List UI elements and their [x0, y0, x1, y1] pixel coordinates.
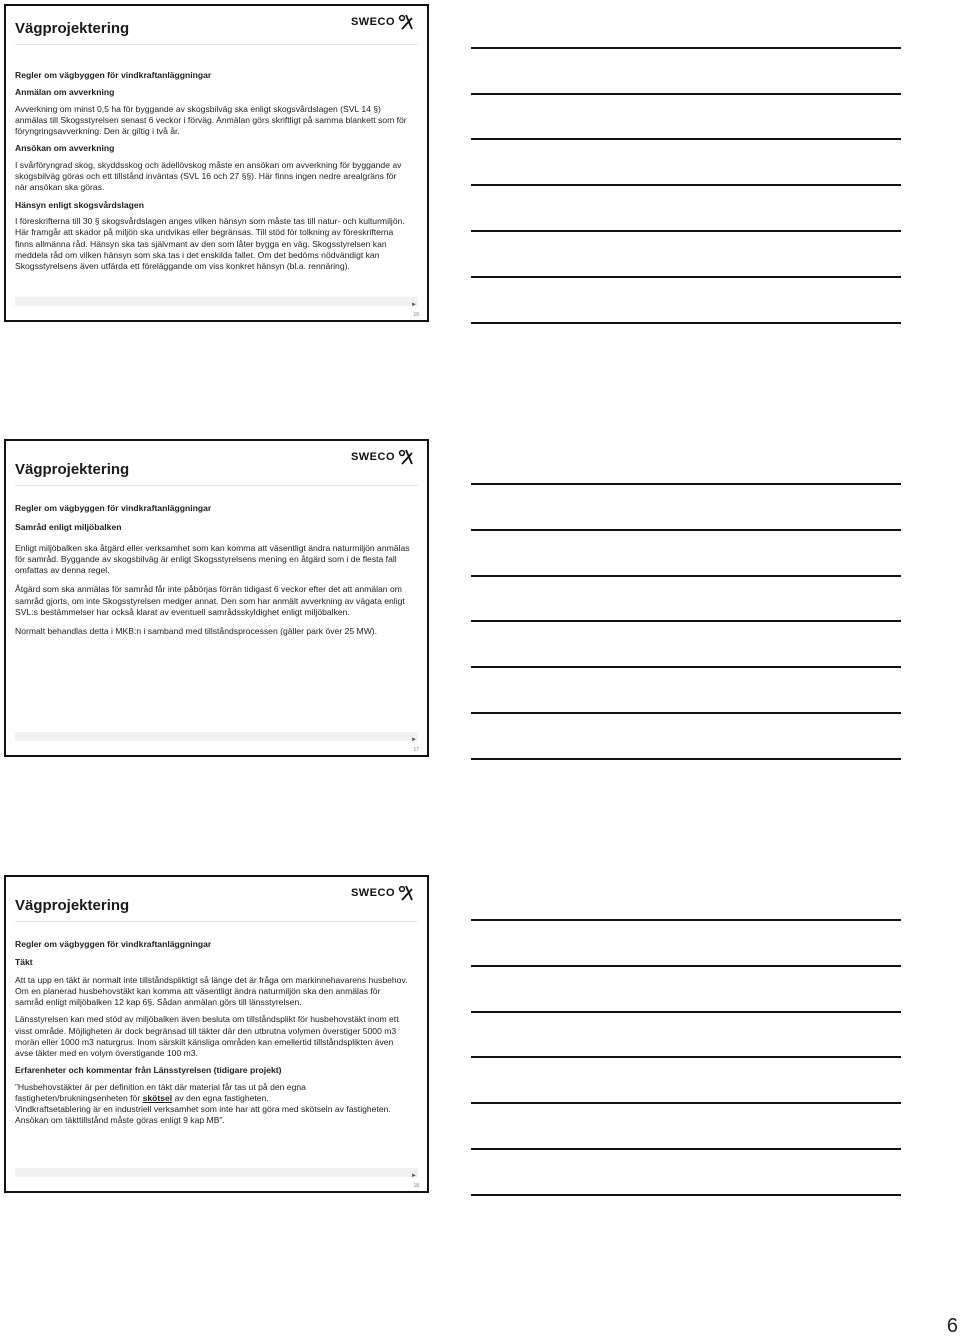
note-line: [471, 1056, 901, 1058]
logo-text: SWECO: [350, 887, 395, 899]
footer-arrow-icon: ►: [411, 1173, 417, 1179]
paragraph: Normalt behandlas detta i MKB:n i samband med tillståndsprocessen (gäller park över 25 MW).: [15, 626, 378, 637]
slide-3: [4, 875, 429, 1193]
note-line: [471, 230, 901, 232]
note-line: [471, 965, 901, 967]
logo-text: SWECO: [350, 451, 395, 463]
sweco-mark-icon: [397, 14, 413, 30]
title-divider: [15, 921, 418, 922]
quote-paragraph: [15, 1082, 411, 1104]
footer-arrow-icon: ►: [411, 302, 417, 308]
sweco-logo: [351, 14, 413, 30]
title-divider: [15, 485, 418, 486]
slide-body: [15, 939, 411, 1132]
paragraph: Avverkning om minst 0,5 ha för byggande av skogsbilväg ska enligt skogsvårdslagen (SVL 14 §) anmälas till Skogsstyrelsen senast 6 veckor i förväg. Anmälan görs skriftligt på samma blankett som för föryngringsavverkning. Den är giltig i två år.: [15, 103, 407, 137]
slide-page-number: 17: [413, 747, 419, 753]
footer-bar: [15, 732, 418, 741]
paragraph: Enligt miljöbalken ska åtgärd eller verksamhet som kan komma att väsentligt ändra naturmiljön anmälas för samråd. Byggande av skogsbilväg är enligt Skogsstyrelsens mening en åtgärd som i de flesta fall omfattas av denna regel.: [15, 542, 410, 576]
sweco-mark-icon: [397, 449, 413, 465]
slide-body: [15, 70, 411, 278]
section-heading: Ansökan om avverkning: [15, 143, 115, 154]
quote-text: av den egna fastigheten.: [172, 1093, 269, 1104]
section-heading: Samråd enligt miljöbalken: [15, 522, 122, 533]
footer-bar: [15, 1168, 418, 1177]
sweco-logo: [351, 449, 413, 465]
note-line: [471, 483, 901, 485]
section-heading: Täkt: [15, 957, 33, 968]
paragraph: Vindkraftsetablering är en industriell verksamhet som inte har att göra med skötseln av fastigheten. Ansökan om täkttillstånd måste göras enligt 9 kap MB”.: [15, 1104, 391, 1126]
quote-text: ”Husbehovstäkter är per definition en täkt där material får tas ut på den egna fastigheten/brukningsenheten för: [15, 1081, 306, 1104]
note-line: [471, 1011, 901, 1013]
slide-title: Vägprojektering: [15, 897, 130, 914]
logo-text: SWECO: [350, 16, 395, 28]
note-line: [471, 620, 901, 622]
slide-title: Vägprojektering: [15, 20, 130, 37]
footer-bar: [15, 297, 418, 306]
note-line: [471, 758, 901, 760]
section-heading: Anmälan om avverkning: [15, 87, 115, 98]
paragraph: Åtgärd som ska anmälas för samråd får inte påbörjas förrän tidigast 6 veckor efter det att anmälan om samråd gjorts, om inte Skogsstyrelsen medger annat. Den som har anmält avverkning av vägata enligt SVL:s bestämmelser har också klarat av eventuell samrådsskyldighet enligt miljöbalken.: [15, 584, 405, 618]
note-line: [471, 47, 901, 49]
slide-body: [15, 503, 411, 644]
note-line: [471, 575, 901, 577]
paragraph: I föreskrifterna till 30 § skogsvårdslagen anges vilken hänsyn som måste tas till natur- och kulturmiljön. Här framgår att skador på miljön ska undvikas eller begränsas. Till stöd för tolkning av föreskrifterna finns allmänna råd. Hänsyn ska tas självmant av den som låter bygga en väg. Skogsstyrelsen kan meddela råd om vilken hänsyn som ska tas i det enskilda fallet. Om det bedöms nödvändigt kan Skogsstyrelsens även utfärda ett föreläggande om viss konkret hänsyn (bl.a. rennäring).: [15, 215, 405, 272]
slide-page-number: 16: [413, 312, 419, 318]
note-line: [471, 322, 901, 324]
footer-arrow-icon: ►: [411, 737, 417, 743]
note-line: [471, 666, 901, 668]
slide-subtitle: Regler om vägbyggen för vindkraftanläggningar: [15, 939, 212, 949]
slide-subtitle: Regler om vägbyggen för vindkraftanläggningar: [15, 70, 212, 80]
paragraph: Länsstyrelsen kan med stöd av miljöbalken även besluta om tillståndsplikt för husbehovstäkt inom ett visst område. Möjligheten är dock begränsad till täkter där den utbrutna volymen överstiger 5000 m3 morän eller 1000 m3 naturgrus. Inom särskilt känsliga områden kan emellertid tillståndsplikten även avse täkter med en volym överstigande 100 m3.: [15, 1014, 399, 1058]
note-line: [471, 93, 901, 95]
note-line: [471, 529, 901, 531]
sweco-logo: [351, 885, 413, 901]
slide-page-number: 18: [413, 1183, 419, 1189]
note-line: [471, 138, 901, 140]
slide-title: Vägprojektering: [15, 461, 130, 478]
slide-2: [4, 439, 429, 757]
document-page-number: 6: [946, 1315, 958, 1337]
note-line: [471, 919, 901, 921]
note-line: [471, 276, 901, 278]
paragraph: Att ta upp en täkt är normalt inte tillståndspliktigt så länge det är fråga om markinnehavarens husbehov. Om en planerad husbehovstäkt kan komma att väsentligt ändra naturmiljön ska den anmälas för samråd enligt miljöbalken 12 kap 6§. Sådan anmälan görs till länsstyrelsen.: [15, 975, 408, 1008]
note-line: [471, 1148, 901, 1150]
note-line: [471, 712, 901, 714]
emphasis-underline: skötsel: [142, 1093, 173, 1104]
slide-1: [4, 4, 429, 322]
note-line: [471, 184, 901, 186]
title-divider: [15, 44, 418, 45]
note-line: [471, 1102, 901, 1104]
note-line: [471, 1194, 901, 1196]
section-heading: Erfarenheter och kommentar från Länsstyrelsen (tidigare projekt): [15, 1064, 282, 1075]
slide-subtitle: Regler om vägbyggen för vindkraftanläggningar: [15, 503, 212, 513]
paragraph: I svårföryngrad skog, skyddsskog och ädellövskog måste en ansökan om avverkning för byggande av skogsbilväg göras och ett tillstånd inväntas (SVL 16 och 27 §§). Här finns ingen nedre arealgräns för när ansökan ska göras.: [15, 159, 402, 193]
section-heading: Hänsyn enligt skogsvårdslagen: [15, 199, 144, 210]
sweco-mark-icon: [397, 885, 413, 901]
